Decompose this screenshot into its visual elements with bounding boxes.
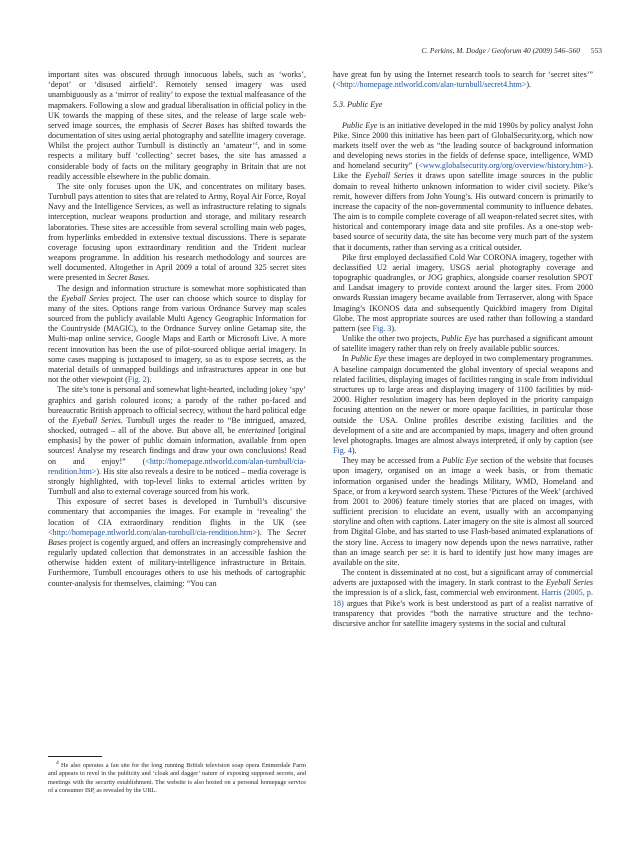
section-heading: 5.3. Public Eye	[333, 100, 383, 110]
left-column	[48, 70, 306, 589]
paragraph: Pike first employed declassified Cold War CORONA imagery, together with declassified U2 aerial imagery, USGS aerial photography coverage and topographic quadrangles, or JOG graphics, alongside coarser resolution SPOT and Landsat imagery to provide context around the larger sites. From 2000 onwards Russian imagery became available from Terraserver, along with Space Imaging’s IKONOS data and subsequently Quickbird imagery from Digital Globe. The most appropriate sources are used rather than following a standard pattern (see Fig. 3).	[333, 252, 593, 333]
url-link[interactable]: <www.globalsecurity.org/org/overview/history.htm>	[418, 161, 589, 171]
figure-link[interactable]: Fig. 2	[127, 375, 147, 385]
footnote-ref[interactable]: 4	[255, 141, 258, 148]
footnote-divider	[48, 756, 102, 757]
figure-link[interactable]: Fig. 4	[333, 446, 352, 456]
footnote-mark: 4	[56, 760, 59, 766]
running-head: C. Perkins, M. Dodge / Geoforum 40 (2009) 546–560	[421, 46, 580, 55]
paragraph: important sites was obscured through innocuous labels, such as ‘works’, ‘depot’ or ‘disused airfield’. Remotely sensed imagery was used unambiguously as a ‘mirror of reality’ to expose the textual malfeasance of the mapmakers. Following a slow and gradual liberalisation in official policy in the UK towards the mapping of these sites, and the release of large scale web-served image sources, the emphasis of Secret Bases has shifted towards the documentation of sites using aerial photography and satellite imagery coverage. Whilst the project author Turnbull is distinctly an ‘amateur’$^4$, and in some respects a military buff ‘collecting’ secret bases, the site has amassed a considerable body of facts on the military geography in Britain that are not readily accessible elsewhere in the public domain.	[48, 70, 307, 181]
paragraph: This exposure of secret bases is developed in Turnbull’s discursive commentary that accompanies the images. For example in ‘revealing’ the location of CIA extraordinary rendition flights in the UK (see <http://homepage.ntlworld.com/alan-turnbull/cia-rendition.htm>). The Secret Bases project is cogently argued, and offers an increasingly comprehensive and regularly updated collection that demonstrates in an accessible fashion the otherwise hidden extent of military-intelligence infrastructure in Britain. Furthermore, Turnbull encourages others to use his methods of cartographic counter-analysis for themselves, claiming: “You can	[48, 497, 306, 588]
paragraph: In Public Eye these images are deployed in two complementary programmes. A baseline campaign documented the global inventory of special weapons and related facilities, displaying images of facilities ranging in scale from individual structures up to large areas and displaying imagery of 1100 facilities by mid-2000. Higher resolution imagery has been deployed in the priority campaign focusing attention on the newer or more opaque facilities, in particular those outside the USA. Online profiles describe existing facilities and the development of a site and are accompanied by maps, imagery and often ground level photographs. Images are almost always interpreted, if only by caption (see Fig. 4).	[333, 354, 594, 456]
url-link[interactable]: <http://homepage.ntlworld.com/alan-turnbull/cia-rendition.htm>	[48, 527, 257, 537]
paragraph: have great fun by using the Internet research tools to search for ‘secret sites’” (<http://homepage.ntlworld.com/alan-turnbull/secret4.htm>).	[333, 70, 593, 90]
paragraph: The content is disseminated at no cost, but a significant array of commercial adverts are juxtaposed with the imagery. In stark contrast to the Eyeball Series the impression is of a slick, fast, commercial web environment. Harris (2005, p. 18) argues that Pike’s work is best understood as part of a realist narrative of transparency that provides “both the narrative structure and the techno-discursive anchor for satellite imagery systems in the social and cultural	[333, 568, 594, 628]
paragraph: Unlike the other two projects, Public Eye has purchased a significant amount of satellite imagery rather than rely on freely available public sources.	[333, 334, 594, 354]
paragraph: The design and information structure is somewhat more sophisticated than the Eyeball Series project. The user can choose which source to display for many of the sites. Options range from various Ordnance Survey map scales sourced from the publicly available Multi Agency Geographic Information for the Countryside (MAGIC), to the Ordnance Survey online Getamap site, the Multi-map online service, Google Maps and Earth or Microsoft Live. A more recent innovation has been the use of pilot-sourced oblique aerial imagery. In some cases mapping is juxtaposed to imagery, so as to expose secrets, as the material details of unmapped buildings and infrastructures appear in one but not the other viewpoint (Fig. 2).	[48, 283, 307, 385]
page-number: 553	[590, 46, 602, 55]
url-link[interactable]: <http://homepage.ntlworld.com/alan-turnbull/cia-rendition.htm>	[48, 456, 306, 476]
paragraph: Public Eye is an initiative developed in the mid 1990s by policy analyst John Pike. Since 2000 this initiative has been part of GlobalSecurity.org, which now markets itself over the web as “the leading source of background information and developing news stories in the fields of defense space, intelligence, WMD and homeland security” (<www.globalsecurity.org/org/overview/history.htm>). Like the Eyeball Series it draws upon satellite image sources in the public domain to reveal hitherto unknown information to wider civil society. Pike’s remit, however differs from John Young’s. His outward concern is primarily to increase the capacity of the non-governmental community to influence debates. The aim is to compile complete coverage of all weapon-related secret sites, with historical and contemporary image data and site profiles. As a one-stop web-based source of security data, the site has become very much part of the system that it documents, rather than serving as a critical outsider.	[333, 120, 593, 252]
page-header	[49, 44, 602, 58]
url-link[interactable]: <http://homepage.ntlworld.com/alan-turnbull/secret4.htm>	[335, 80, 527, 90]
paragraph: They may be accessed from a Public Eye section of the website that focuses upon imagery, organised on an image a week basis, or from thematic information organised under the headings Military, WMD, Homeland and Space, or from a keyword search system. These ‘Pictures of the Week’ (archived from 2001 to 2006) feature timely stories that are placed on images, with sufficient precision to elucidate an event, usually with an accompanying storyline and often with captions. Later imagery on the site is almost all sourced from Digital Globe, and has started to use Flash-based animated explanations of the story line. Access to imagery now depends upon the news narrative, rather than an image search per se: it is hard to identify just how many images are available on the site.	[333, 456, 593, 567]
paragraph: The site’s tone is personal and somewhat light-hearted, including jokey ‘spy’ graphics and garish coloured icons; a parody of the rather po-faced and bureaucratic British approach to official secrecy, without the hard political edge of the Eyeball Series. Turnbull urges the reader to “Be intrigued, amazed, shocked, outraged – all of the above. But above all, be entertained [original emphasis] by the power of public domain information, available from open sources! Analyse my research findings and draw your own conclusions! Read on and enjoy!” (<http://homepage.ntlworld.com/alan-turnbull/cia-rendition.htm>). His site also reveals a desire to be noticed – media coverage is strongly highlighted, with top-level links to external articles written by Turnbull and also to external coverage sourced from his work.	[48, 385, 306, 497]
paragraph: The site only focuses upon the UK, and concentrates on military bases. Turnbull pays attention to sites that are related to Army, Royal Air Force, Royal Navy and the Intelligence Services, as well as infrastructure relating to signals interception, nuclear weapons production and storage, and military research laboratories. These sites are accessible from several scrolling main web pages, from hyperlinks embedded in extensive textual discussions. There is separate coverage focusing upon extraordinary rendition and the Trident nuclear weapons programme. In addition his research methodology and sources are well documented. Altogether in April 2009 a total of around 325 secret sites were presented in Secret Bases.	[48, 181, 306, 283]
right-column	[333, 70, 593, 629]
footnote: $^4$ He also operates a fan site for the long running British television soap opera Emmerdale Farm and appears to revel in the publicity and ‘cloak and dagger’ nature of exposing supposed secrets, and meetings with the security establishment. The website is also hosted on a personal homepage service of a consumer ISP, as revealed by the URL.	[48, 760, 306, 795]
figure-link[interactable]: Fig. 3	[372, 323, 392, 333]
citation-link[interactable]: Harris (2005, p. 18)	[333, 588, 593, 608]
